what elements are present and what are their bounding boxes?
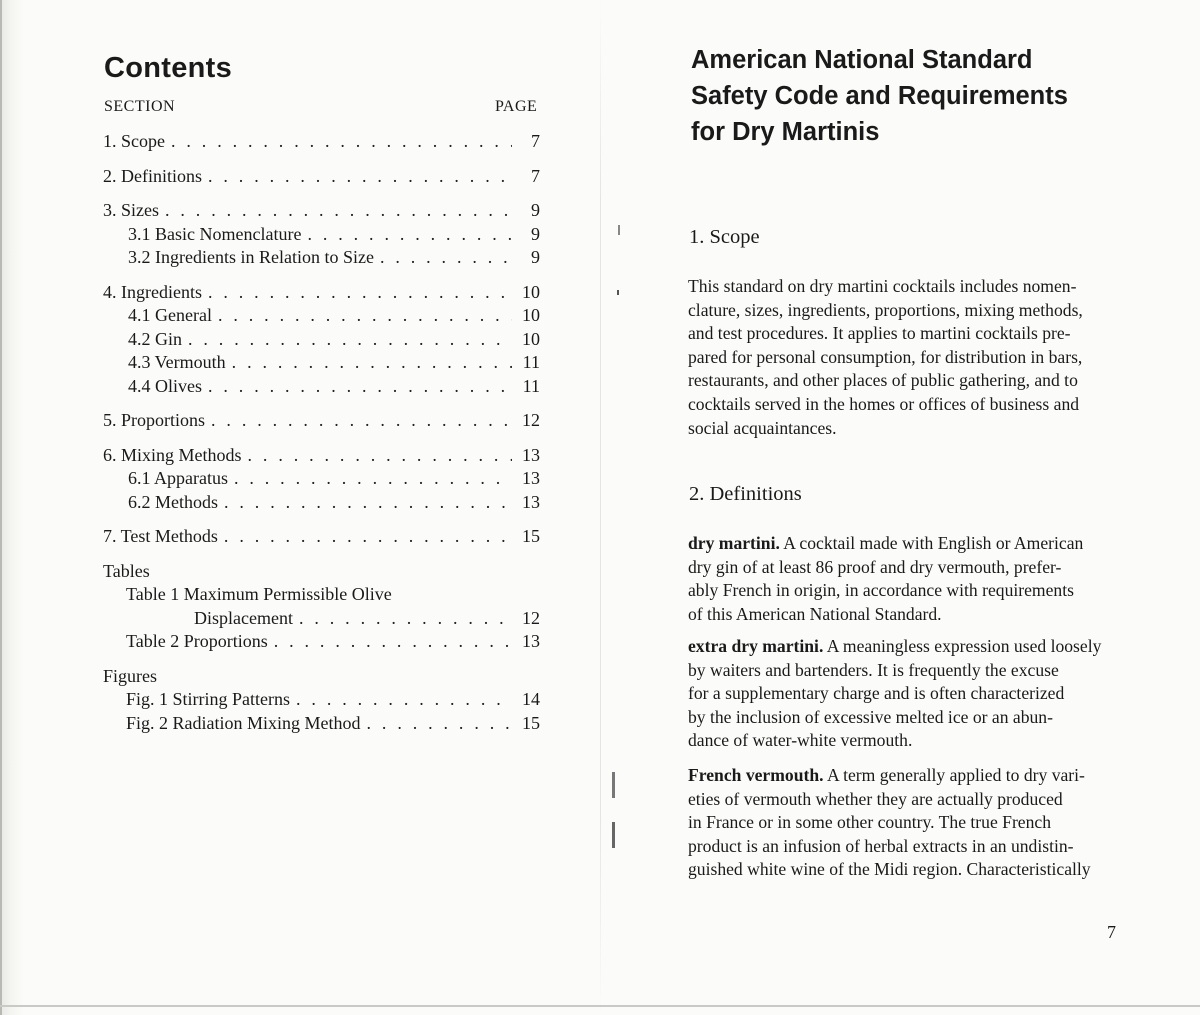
- toc-entry: [103, 607, 540, 631]
- page-spine: [600, 0, 601, 1015]
- definition-term: dry martini.: [688, 533, 780, 553]
- toc-entry-page: 10: [522, 281, 540, 302]
- toc-entry: [103, 409, 540, 433]
- toc-entry-label: 3. Sizes: [103, 200, 159, 220]
- toc-entry: [103, 712, 540, 736]
- table-of-contents: [103, 130, 540, 735]
- toc-entry: [103, 130, 540, 154]
- toc-leader-dots: [274, 630, 512, 654]
- toc-entry: [103, 199, 540, 223]
- scan-bottom-edge: [0, 1005, 1200, 1007]
- toc-entry: [103, 351, 540, 375]
- text-line: pared for personal consumption, for distribution in bars,: [688, 346, 1083, 367]
- toc-entry-page: 13: [522, 444, 540, 465]
- toc-entry-label: 4.4 Olives: [128, 375, 202, 396]
- toc-entry-page: 13: [522, 468, 540, 488]
- toc-leader-dots: [380, 246, 512, 270]
- text-line: for a supplementary charge and is often characterized: [688, 683, 1065, 704]
- standard-title: [691, 42, 1161, 150]
- toc-leader-dots: [165, 199, 512, 223]
- title-line: Safety Code and Requirements: [691, 82, 1068, 110]
- toc-entry-label: 2. Definitions: [103, 165, 202, 186]
- toc-entry-page: 9: [531, 247, 540, 267]
- text-line: product is an infusion of herbal extracts in an undistin-: [688, 835, 1074, 856]
- toc-leader-dots: [224, 525, 512, 549]
- definition-text: A cocktail made with English or American: [779, 533, 1084, 553]
- toc-entry-page: 12: [522, 410, 540, 430]
- toc-entry: [103, 688, 540, 712]
- text-line: social acquaintances.: [688, 417, 837, 438]
- scan-mark: [612, 822, 615, 848]
- definition-term: extra dry martini.: [688, 636, 824, 656]
- definition-text: A meaningless expression used loosely: [823, 636, 1102, 656]
- definition-extra-dry-martini: [688, 635, 1138, 753]
- toc-entry-label: Table 1 Maximum Permissible Olive: [126, 584, 392, 604]
- text-line: clature, sizes, ingredients, proportions, mixing methods,: [688, 299, 1083, 320]
- text-line: ably French in origin, in accordance with requirements: [688, 580, 1074, 601]
- text-line: restaurants, and other places of public gathering, and to: [688, 370, 1078, 391]
- toc-entry-label: Table 2 Proportions: [126, 631, 268, 651]
- toc-entry: [103, 630, 540, 654]
- definition-term: French vermouth.: [688, 765, 824, 785]
- page-number: 7: [1107, 922, 1116, 942]
- toc-entry-page: 9: [531, 200, 540, 220]
- toc-entry: [103, 375, 540, 399]
- text-line: This standard on dry martini cocktails includes nomen-: [688, 276, 1077, 296]
- toc-entry: [103, 281, 540, 305]
- scope-paragraph: [688, 275, 1138, 440]
- toc-leader-dots: [232, 351, 512, 375]
- toc-entry-label: 7. Test Methods: [103, 526, 218, 546]
- toc-entry-label: 5. Proportions: [103, 410, 206, 430]
- toc-leader-dots: [307, 223, 512, 247]
- toc-entry: [103, 246, 540, 270]
- toc-entry-label: Displacement: [194, 607, 293, 628]
- toc-leader-dots: [188, 328, 512, 352]
- toc-entry-page: 11: [522, 352, 540, 372]
- toc-entry: [103, 467, 540, 491]
- toc-entry-label: 1. Scope: [103, 131, 165, 151]
- toc-entry-page: 15: [522, 712, 540, 733]
- scan-mark: [612, 772, 615, 798]
- scan-mark: [618, 225, 620, 235]
- toc-entry-label: 4.1 General: [128, 305, 212, 325]
- toc-entry-label: 4.2 Gin: [128, 328, 182, 349]
- toc-leader-dots: [224, 491, 512, 515]
- text-line: of this American National Standard.: [688, 603, 942, 624]
- toc-leader-dots: [208, 375, 512, 399]
- text-line: in France or in some other country. The true French: [688, 812, 1052, 833]
- text-line: cocktails served in the homes or offices of business and: [688, 393, 1080, 414]
- text-line: by the inclusion of excessive melted ice or an abun-: [688, 706, 1053, 727]
- text-line: by waiters and bartenders. It is frequently the excuse: [688, 659, 1059, 680]
- page-column-header: PAGE: [495, 98, 538, 115]
- toc-entry-label: Fig. 2 Radiation Mixing Method: [126, 712, 361, 733]
- toc-leader-dots: [367, 712, 512, 736]
- toc-leader-dots: [248, 444, 512, 468]
- toc-entry-page: 15: [522, 526, 540, 546]
- toc-entry-label: 6.1 Apparatus: [128, 468, 228, 488]
- toc-leader-dots: [208, 165, 512, 189]
- toc-entry: [103, 525, 540, 549]
- text-line: eties of vermouth whether they are actually produced: [688, 788, 1063, 809]
- toc-leader-dots: [218, 304, 512, 328]
- toc-leader-dots: [234, 467, 512, 491]
- toc-leader-dots: [296, 688, 512, 712]
- toc-entry: [103, 583, 540, 607]
- toc-entry: [103, 328, 540, 352]
- definition-first-line: [688, 635, 1138, 659]
- toc-entry-page: 10: [522, 328, 540, 349]
- contents-heading: Contents: [104, 52, 233, 84]
- definition-first-line: [688, 764, 1138, 788]
- toc-entry: [103, 444, 540, 468]
- scope-heading: 1. Scope: [689, 226, 760, 248]
- text-line: dance of water-white vermouth.: [688, 730, 913, 751]
- toc-entry-page: 11: [522, 375, 540, 396]
- toc-entry-label: 3.2 Ingredients in Relation to Size: [128, 247, 374, 267]
- toc-entry-page: 7: [531, 131, 540, 151]
- toc-entry-page: 9: [531, 223, 540, 244]
- definition-first-line: [688, 532, 1138, 556]
- scan-left-edge: [0, 0, 24, 1015]
- toc-entry-page: 14: [522, 689, 540, 709]
- toc-entry-page: 10: [522, 305, 540, 325]
- toc-entry-label: 3.1 Basic Nomenclature: [128, 223, 302, 244]
- title-line: for Dry Martinis: [691, 118, 880, 146]
- toc-entry-page: 13: [522, 491, 540, 512]
- title-line: American National Standard: [691, 46, 1033, 74]
- toc-entry-page: 7: [531, 165, 540, 186]
- toc-entry: [103, 304, 540, 328]
- definition-french-vermouth: [688, 764, 1138, 882]
- definitions-heading: 2. Definitions: [689, 483, 802, 505]
- toc-entry-page: 13: [522, 631, 540, 651]
- toc-leader-dots: [299, 607, 512, 631]
- toc-entry: [103, 491, 540, 515]
- toc-entry-label: 6. Mixing Methods: [103, 444, 242, 465]
- definition-dry-martini: [688, 532, 1138, 626]
- text-line: dry gin of at least 86 proof and dry vermouth, prefer-: [688, 556, 1062, 577]
- toc-entry-label: 6.2 Methods: [128, 491, 218, 512]
- text-line: guished white wine of the Midi region. Characteristically: [688, 859, 1091, 880]
- figures-heading: Figures: [103, 665, 157, 686]
- toc-leader-dots: [208, 281, 512, 305]
- toc-leader-dots: [171, 130, 512, 154]
- toc-entry-label: 4. Ingredients: [103, 281, 202, 302]
- toc-leader-dots: [211, 409, 512, 433]
- toc-entry-label: 4.3 Vermouth: [128, 352, 226, 372]
- tables-heading: Tables: [103, 560, 150, 581]
- toc-entry-page: 12: [522, 607, 540, 628]
- toc-entry: [103, 223, 540, 247]
- definition-text: A term generally applied to dry vari-: [823, 765, 1085, 785]
- section-column-header: SECTION: [104, 98, 176, 115]
- text-line: and test procedures. It applies to martini cocktails pre-: [688, 323, 1071, 344]
- toc-entry: [103, 165, 540, 189]
- scan-mark: [617, 290, 619, 295]
- toc-entry-label: Fig. 1 Stirring Patterns: [126, 689, 291, 709]
